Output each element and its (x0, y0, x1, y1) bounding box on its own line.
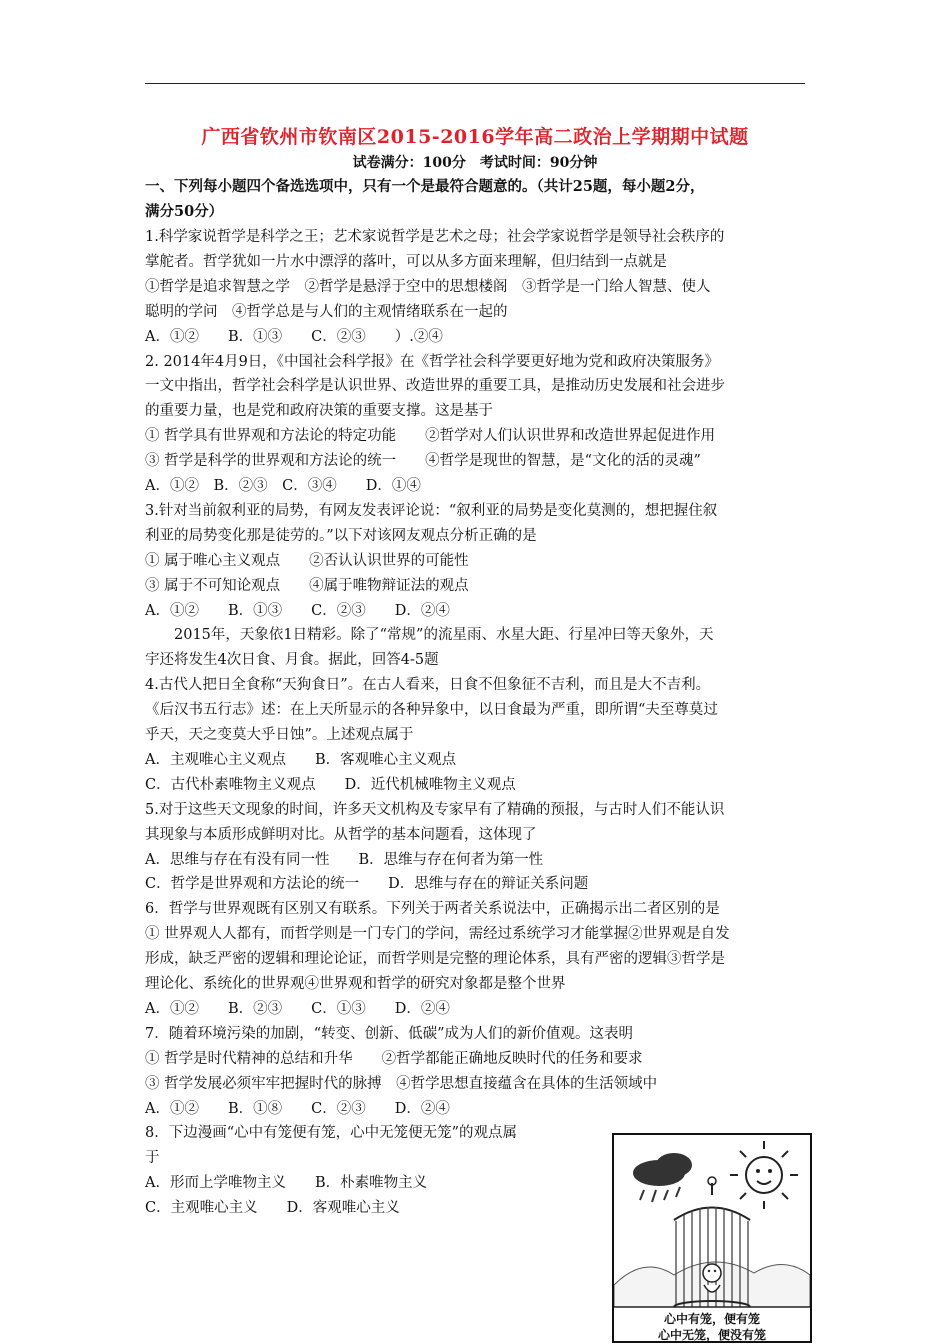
cartoon-image (612, 1133, 812, 1343)
section-heading-cont: 满分50分） (145, 203, 224, 220)
text-line: A．①② B．①③ C．②③ ）.②④ (145, 328, 443, 345)
text-line: 2. 2014年4月9日，《中国社会科学报》在《哲学社会科学要更好地为党和政府决策服务》 (145, 353, 720, 370)
page-title: 广西省钦州市钦南区2015-2016学年高二政治上学期期中试题 (201, 126, 749, 148)
rain-cloud-icon (633, 1153, 692, 1202)
text-line: 8．下边漫画“心中有笼便有笼，心中无笼便无笼”的观点属 (145, 1125, 518, 1142)
text-line: 利亚的局势变化那是徒劳的。”以下对该网友观点分析正确的是 (145, 527, 537, 544)
text-line: A．主观唯心主义观点 B．客观唯心主义观点 (145, 751, 457, 768)
text-line: ① 哲学是时代精神的总结和升华 ②哲学都能正确地反映时代的任务和要求 (145, 1050, 643, 1067)
text-line: 形成，缺乏严密的逻辑和理论论证，而哲学则是完整的理论体系，具有严密的逻辑③哲学是 (145, 951, 725, 968)
text-line: C．哲学是世界观和方法论的统一 D．思维与存在的辩证关系问题 (145, 876, 589, 893)
text-line: C．古代朴素唯物主义观点 D．近代机械唯物主义观点 (145, 776, 516, 793)
cartoon-caption-2: 心中无笼，便没有笼 (657, 1328, 766, 1342)
text-line: 6．哲学与世界观既有区别又有联系。下列关于两者关系说法中，正确揭示出二者区别的是 (145, 901, 720, 918)
text-line: ③ 哲学发展必须牢牢把握时代的脉搏 ④哲学思想直接蕴含在具体的生活领域中 (145, 1075, 658, 1092)
text-line: 于 (145, 1150, 160, 1167)
text-line: ③ 哲学是科学的世界观和方法论的统一 ④哲学是现世的智慧，是“文化的活的灵魂” (145, 453, 701, 470)
text-line: A．①② B．①⑧ C．②③ D．②④ (145, 1100, 450, 1117)
exam-info: 试卷满分：100分 考试时间：90分钟 (352, 155, 598, 171)
text-line: 聪明的学问 ④哲学总是与人们的主观情绪联系在一起的 (145, 303, 508, 320)
text-line: ③ 属于不可知论观点 ④属于唯物辩证法的观点 (145, 577, 469, 594)
text-line: 的重要力量，也是党和政府决策的重要支撑。这是基于 (145, 403, 493, 420)
text-line: A．思维与存在有没有同一性 B．思维与存在何者为第一性 (145, 851, 544, 868)
text-line: A．形而上学唯物主义 B．朴素唯物主义 (145, 1175, 428, 1192)
text-line: ① 哲学具有世界观和方法论的特定功能 ②哲学对人们认识世界和改造世界起促进作用 (145, 428, 716, 445)
text-line: ① 属于唯心主义观点 ②否认认识世界的可能性 (145, 552, 469, 569)
section-heading: 一、下列每小题四个备选选项中，只有一个是最符合题意的。（共计25题，每小题2分， (145, 178, 705, 195)
text-line: A．①② B．②③ C．①③ D．②④ (145, 1000, 450, 1017)
text-line: 理论化、系统化的世界观④世界观和哲学的研究对象都是整个世界 (145, 976, 566, 992)
text-line: A．①② B．①③ C．②③ D．②④ (145, 602, 450, 619)
text-line: ① 世界观人人都有，而哲学则是一门专门的学问，需经过系统学习才能掌握②世界观是自发 (145, 926, 730, 943)
text-line: 《后汉书五行志》述：在上天所显示的各种异象中，以日食最为严重，即所谓“夫至尊莫过 (145, 702, 718, 719)
text-line: 3.针对当前叙利亚的局势，有网友发表评论说：“叙利亚的局势是变化莫测的，想把握住叙 (145, 502, 718, 519)
text-line: C．主观唯心主义 D．客观唯心主义 (145, 1200, 400, 1217)
text-line: 2015年，天象依1日精彩。除了“常规”的流星雨、水星大距、行星冲曰等天象外，天 (145, 627, 714, 644)
sun-icon (730, 1141, 798, 1209)
text-line: 宇还将发生4次日食、月食。据此，回答4-5题 (145, 652, 439, 669)
header-rule (145, 83, 805, 84)
text-line: 掌舵者。哲学犹如一片水中漂浮的落叶，可以从多方面来理解，但归结到一点就是 (145, 253, 667, 270)
cartoon-caption-1: 心中有笼，便有笼 (663, 1312, 760, 1326)
text-line: 7．随着环境污染的加剧，“转变、创新、低碳”成为人们的新价值观。这表明 (145, 1025, 634, 1042)
text-line: ①哲学是追求智慧之学 ②哲学是悬浮于空中的思想楼阁 ③哲学是一门给人智慧、使人 (145, 278, 711, 295)
text-line: 其现象与本质形成鲜明对比。从哲学的基本问题看，这体现了 (145, 826, 537, 843)
text-line: 5.对于这些天文现象的时间，许多天文机构及专家早有了精确的预报，与古时人们不能认识 (145, 801, 725, 818)
text-line: 乎天，天之变莫大乎日蚀”。上述观点属于 (145, 727, 414, 743)
text-line: A．①② B．②③ C．③④ D．①④ (145, 478, 421, 494)
text-line: 4.古代人把日全食称“天狗食日”。在古人看来，日食不但象征不吉利，而且是大不吉利。 (145, 677, 711, 694)
figure-icon (703, 1264, 721, 1292)
text-line: 1.科学家说哲学是科学之王；艺术家说哲学是艺术之母；社会学家说哲学是领导社会秩序的 (145, 229, 725, 245)
text-line: 一文中指出，哲学社会科学是认识世界、改造世界的重要工具，是推动历史发展和社会进步 (145, 378, 725, 395)
